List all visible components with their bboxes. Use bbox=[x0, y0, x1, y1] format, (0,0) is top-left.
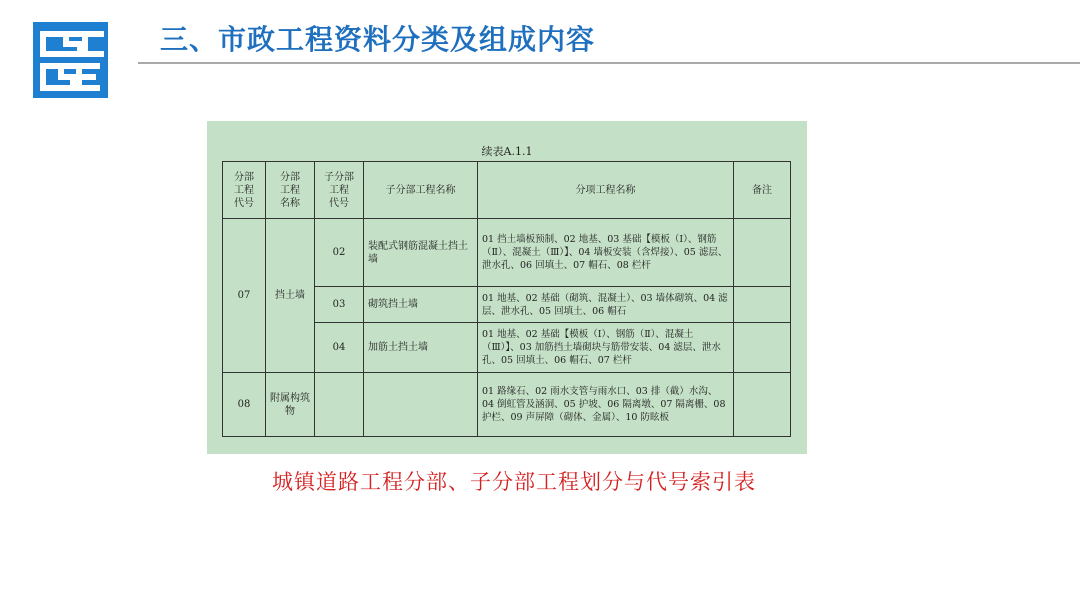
header-remark: 备注 bbox=[734, 162, 791, 219]
sub-name-cell: 加筋土挡土墙 bbox=[364, 323, 478, 373]
header-text: 分部 工程 名称 bbox=[280, 171, 300, 209]
table-row bbox=[223, 219, 791, 287]
slide-title: 三、市政工程资料分类及组成内容 bbox=[160, 23, 596, 56]
remark-cell bbox=[734, 373, 791, 437]
sub-name-cell: 装配式钢筋混凝土挡土墙 bbox=[364, 219, 478, 287]
sub-name-cell: 砌筑挡土墙 bbox=[364, 287, 478, 323]
items-cell: 01 路缘石、02 雨水支管与雨水口、03 排（截）水沟、04 倒虹管及涵洞、05 护坡、06 隔离墩、07 隔离栅、08 护栏、09 声屏障（砌体、金属）、10 防眩板 bbox=[478, 373, 734, 437]
div-code-cell: 08 bbox=[223, 373, 266, 437]
div-name-cell: 附属构筑物 bbox=[266, 373, 315, 437]
header-items: 分项工程名称 bbox=[478, 162, 734, 219]
sub-code-cell: 02 bbox=[315, 219, 364, 287]
table-figure bbox=[207, 121, 807, 454]
sub-code-cell bbox=[315, 373, 364, 437]
div-name-cell: 挡土墙 bbox=[266, 219, 315, 373]
company-logo bbox=[33, 22, 108, 98]
remark-cell bbox=[734, 287, 791, 323]
table-header-row bbox=[223, 162, 791, 219]
remark-cell bbox=[734, 323, 791, 373]
items-cell: 01 挡土墙板预制、02 地基、03 基础【模板（Ⅰ）、钢筋（Ⅱ）、混凝土（Ⅲ）】、04 墙板安装（含焊接）、05 滤层、泄水孔、06 回填土、07 帽石、08 栏杆 bbox=[478, 219, 734, 287]
figure-caption: 城镇道路工程分部、子分部工程划分与代号索引表 bbox=[272, 470, 756, 494]
sub-code-cell: 03 bbox=[315, 287, 364, 323]
sub-code-cell: 04 bbox=[315, 323, 364, 373]
header-text: 分部 工程 代号 bbox=[234, 171, 254, 209]
div-code-cell: 07 bbox=[223, 219, 266, 373]
cscec-logo-icon bbox=[33, 22, 108, 98]
title-divider bbox=[138, 62, 1080, 64]
header-sub-name: 子分部工程名称 bbox=[364, 162, 478, 219]
header-sub-code bbox=[315, 162, 364, 219]
header-div-code bbox=[223, 162, 266, 219]
items-cell: 01 地基、02 基础【模板（Ⅰ）、钢筋（Ⅱ）、混凝土（Ⅲ）】、03 加筋挡土墙砌块与筋带安装、04 滤层、泄水孔、05 回填土、06 帽石、07 栏杆 bbox=[478, 323, 734, 373]
items-cell: 01 地基、02 基础（砌筑、混凝土）、03 墙体砌筑、04 滤层、泄水孔、05 回填土、06 帽石 bbox=[478, 287, 734, 323]
header-text: 子分部 工程 代号 bbox=[324, 171, 354, 209]
header-div-name bbox=[266, 162, 315, 219]
table-row bbox=[223, 373, 791, 437]
table-caption: 续表A.1.1 bbox=[481, 145, 533, 158]
remark-cell bbox=[734, 219, 791, 287]
sub-name-cell bbox=[364, 373, 478, 437]
index-table bbox=[222, 161, 791, 437]
